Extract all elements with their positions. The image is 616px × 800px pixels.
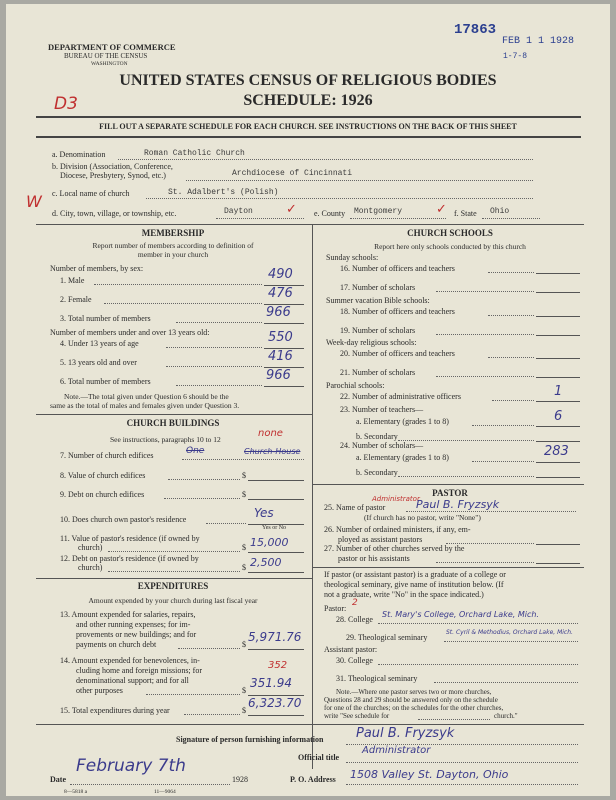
edifices-count-label: 7. Number of church edifices (60, 451, 154, 460)
expenditures-subtitle: Amount expended by your church during last fiscal year (88, 596, 258, 605)
official-title-value: Administrator (362, 745, 431, 756)
female-value: 476 (268, 286, 293, 301)
official-title-label: Official title (298, 753, 340, 762)
summer-schools-label: Summer vacation Bible schools: (326, 296, 430, 305)
department-name: DEPARTMENT OF COMMERCE (48, 42, 176, 52)
signature-label: Signature of person furnishing information (176, 735, 324, 744)
members-by-sex-label: Number of members, by sex: (50, 264, 144, 273)
margin-x-mark: W (26, 192, 42, 211)
assistant-college-label: 30. College (336, 656, 373, 665)
over-13-value: 416 (268, 349, 293, 364)
division-label-line1: b. Division (Association, Conference, (52, 162, 173, 171)
teachers-secondary-label: b. Secondary (356, 432, 398, 441)
buildings-title: CHURCH BUILDINGS (126, 418, 220, 428)
total-expenditures-value: 6,323.70 (248, 696, 302, 710)
seminary-label: 29. Theological seminary (346, 633, 428, 642)
edifices-count-note: Church-House (244, 447, 301, 456)
total-expenditures-label: 15. Total expenditures during year (60, 706, 170, 715)
pastor-name-adm-note: Administrator (372, 495, 420, 503)
under-13-value: 550 (268, 330, 293, 345)
residence-debt-label-1: 12. Debt on pastor's residence (if owned by (60, 554, 199, 563)
buildings-subtitle: See instructions, paragraphs 10 to 12 (110, 435, 221, 444)
dollar-sign: $ (242, 471, 246, 480)
running-expenses-value: 5,971.76 (248, 630, 302, 644)
division-value: Archdiocese of Cincinnati (232, 169, 353, 178)
teachers-elementary-label: a. Elementary (grades 1 to 8) (356, 417, 449, 426)
graduate-instruction-3: not a graduate, write "No" in the space indicated.) (324, 590, 484, 599)
edifices-debt-label: 9. Debt on church edifices (60, 490, 145, 499)
pastor-note-1: Note.—Where one pastor serves two or more churches, (336, 688, 492, 696)
teachers-label: 23. Number of teachers— (340, 405, 424, 414)
address-value: 1508 Valley St. Dayton, Ohio (350, 768, 509, 781)
census-form-sheet: 17863 FEB 1 1 1928 1-7-8 D3 W DEPARTMENT OF COMMERCE BUREAU OF THE CENSUS WASHINGTON UNITED STATES CENSUS OF RELIGIOUS BODIES SCHEDULE: 1926 FILL OUT A SEPARATE SCHEDULE FOR EACH CHURCH. SEE INSTRUCTIONS ON THE BACK OF THIS SHEET a. Denomination Roman Catholic Church b. Division (Association, Conference, Diocese, Presbytery, Synod, etc.) Archdiocese of Cincinnati c. Local name of church St. Adalbert's (Polish) d. City, town, village, or township, etc. Dayton ✓ e. County Montgomery ✓ f. State Ohio MEMBERSHIP Report number of members according to definition of member in your church Number of members, by sex: 1. Male 490 2. Female 476 3. Total number of members 966 Number of members under and over 13 years old: 4. Under 13 years of age 550 5. 13 years old and over 416 6. Total number of members 966 Note.—The total given under Question 6 should be the same as the total of males and females given under Question 3. CHURCH BUILDINGS See instructions, paragraphs 10 to 12 none 7. Number of church edifices One Church-House 8. Value of church edifices $ 9. Debt on church edifices $ 10. Does church own pastor's residence Yes Yes or No 11. Value of pastor's residence (if owned by church) $ 15,000 12. Debt on pastor's residence (if owned by church) $ 2,500 EXPENDITURES Amount expended by your church during last fiscal year 13. Amount expended for salaries, repairs, and other running expenses; for im- provements or new buildings; and for payments on church debt $ 5,971.76 14. Amount expended for benevolences, in- cluding home and foreign missions; for denominational support; and for all other purposes $ 352 351.94 15. Total expenditures during year $ 6,323.70 CHURCH SCHOOLS Report here only schools conducted by this church Sunday schools: 16. Number of officers and teachers 17. Number of scholars Summer vacation Bible schools: 18. Number of officers and teachers 19. Number of scholars Week-day religious schools: 20. Number of officers and teachers 21. Number of scholars Parochial schools: 22. Number of administrative officers 1 23. Number of teachers— a. Elementary (grades 1 to 8) 6 b. Secondary 24. Number of scholars— a. Elementary (grades 1 to 8) 283 b. Secondary PASTOR 25. Name of pastor Administrator Paul B. Fryzsyk (If church has no pastor, write "None") 26. Number of ordained ministers, if any, em- ployed as assistant pastors 27. Number of other churches served by the pastor or his assistants If pastor (or assistant pastor) is a graduate of a college or theological seminary, give name of institution below. (If not a graduate, write "No" in the space indicated.) Pastor: 2 28. College St. Mary's College, Orchard Lake, Mich. 29. Theological seminary St. Cyril & Methodius, Orchard Lake, Mich. Assistant pastor: 30. College 31. Theological seminary Note.—Where one pastor serves two or more churches, Questions 28 and 29 should be answered only on the schedule for one of the churches; on the schedules for the other churches, write "See schedule for church." Signature of person furnishing information Paul B. Fryzsyk Official title Administrator Date February 7th 1928 P. O. Address 1508 Valley St. Dayton, Ohio 8—5818 a 11—9064 (6, 4, 610, 796)
residence-debt-value: 2,500 (250, 556, 282, 569)
bureau-city: WASHINGTON (91, 61, 128, 67)
benevolences-red-correction: 352 (268, 660, 288, 671)
male-value: 490 (268, 267, 293, 282)
bureau-name: BUREAU OF THE CENSUS (64, 52, 148, 60)
graduate-instruction-1: If pastor (or assistant pastor) is a graduate of a college or (324, 570, 506, 579)
dollar-sign: $ (242, 563, 246, 572)
dollar-sign: $ (242, 686, 246, 695)
assistant-pastor-subheading: Assistant pastor: (324, 645, 378, 654)
weekday-officers-label: 20. Number of officers and teachers (340, 349, 455, 358)
college-label: 28. College (336, 615, 373, 624)
church-name-label: c. Local name of church (52, 189, 130, 198)
running-expenses-label-1: 13. Amount expended for salaries, repairs, (60, 610, 196, 619)
total-members-value-q6: 966 (266, 368, 291, 383)
form-code: 8—5818 a (64, 789, 88, 795)
scholars-elementary-label: a. Elementary (grades 1 to 8) (356, 453, 449, 462)
other-churches-label-2: pastor or his assistants (338, 554, 410, 563)
teachers-elementary-value: 6 (554, 409, 563, 424)
benevolences-value: 351.94 (250, 676, 292, 690)
denomination-label: a. Denomination (52, 150, 106, 159)
male-label: 1. Male (60, 276, 85, 285)
denomination-value: Roman Catholic Church (144, 149, 245, 158)
stamp-file-code: 1-7-8 (503, 52, 528, 61)
membership-title: MEMBERSHIP (141, 228, 205, 238)
check-mark-icon: ✓ (286, 202, 297, 217)
dollar-sign: $ (242, 706, 246, 715)
buildings-subtitle-handwritten: none (258, 428, 283, 439)
state-label: f. State (454, 209, 477, 218)
membership-subtitle-1: Report number of members according to definition of (92, 241, 254, 250)
pastor-note-5: church." (494, 712, 518, 720)
residence-value-label-1: 11. Value of pastor's residence (if owned by (60, 534, 200, 543)
scholars-elementary-value: 283 (544, 444, 569, 459)
schools-subtitle: Report here only schools conducted by this church (374, 242, 526, 251)
margin-code: D3 (54, 94, 78, 114)
pastor-note-3: for one of the churches; on the schedules for the other churches, (324, 704, 504, 712)
county-value: Montgomery (354, 207, 403, 216)
summer-officers-label: 18. Number of officers and teachers (340, 307, 455, 316)
pastor-title: PASTOR (432, 488, 468, 498)
residence-owned-value: Yes (254, 506, 274, 520)
pastor-name-value: Paul B. Fryzsyk (416, 498, 500, 511)
parochial-schools-label: Parochial schools: (326, 381, 385, 390)
total-members-value-q3: 966 (266, 305, 291, 320)
county-label: e. County (314, 209, 346, 218)
under-13-label: 4. Under 13 years of age (60, 339, 139, 348)
benevolences-label-4: other purposes (76, 686, 123, 695)
form-code-2: 11—9064 (154, 789, 176, 795)
seminary-value: St. Cyril & Methodius, Orchard Lake, Mich. (446, 629, 573, 636)
members-under-over-label: Number of members under and over 13 years old: (50, 328, 210, 337)
membership-note-2: same as the total of males and females given under Question 3. (50, 401, 240, 410)
over-13-label: 5. 13 years old and over (60, 358, 137, 367)
check-mark-icon: ✓ (436, 202, 447, 217)
membership-subtitle-2: member in your church (137, 250, 209, 259)
scholars-label: 24. Number of scholars— (340, 441, 424, 450)
residence-owned-label: 10. Does church own pastor's residence (60, 515, 187, 524)
stamp-number: 17863 (454, 22, 497, 38)
running-expenses-label-2: and other running expenses; for im- (76, 620, 191, 629)
assistant-ministers-label-2: ployed as assistant pastors (338, 535, 423, 544)
dollar-sign: $ (242, 640, 246, 649)
residence-value-label-2: church) (78, 543, 103, 552)
dollar-sign: $ (242, 490, 246, 499)
date-value: February 7th (76, 756, 186, 776)
date-label: Date (50, 775, 66, 784)
total-members-label-q3: 3. Total number of members (60, 314, 151, 323)
pastor-note-2: Questions 28 and 29 should be answered only on the schedule (324, 696, 498, 704)
graduate-instruction-2: theological seminary, give name of institution below. (If (324, 580, 504, 589)
yes-no-caption: Yes or No (262, 525, 287, 531)
benevolences-label-3: denominational support; and for all (76, 676, 189, 685)
city-label: d. City, town, village, or township, etc. (52, 209, 177, 218)
scholars-secondary-label: b. Secondary (356, 468, 398, 477)
address-label: P. O. Address (290, 775, 336, 784)
pastor-note-4: write "See schedule for (324, 712, 390, 720)
residence-debt-label-2: church) (78, 563, 103, 572)
assistant-seminary-label: 31. Theological seminary (336, 674, 418, 683)
stamp-received-date: FEB 1 1 1928 (502, 36, 575, 47)
edifices-value-label: 8. Value of church edifices (60, 471, 146, 480)
benevolences-label-1: 14. Amount expended for benevolences, in- (60, 656, 200, 665)
date-year: 1928 (232, 775, 248, 784)
other-churches-label-1: 27. Number of other churches served by the (324, 544, 465, 553)
residence-value-value: 15,000 (250, 536, 289, 549)
signature-value: Paul B. Fryzsyk (356, 726, 455, 741)
schedule-title: SCHEDULE: 1926 (243, 92, 373, 109)
running-expenses-label-3: provements or new buildings; and for (76, 630, 197, 639)
state-value: Ohio (490, 207, 510, 216)
sunday-scholars-label: 17. Number of scholars (340, 283, 416, 292)
total-members-label-q6: 6. Total number of members (60, 377, 151, 386)
division-label-line2: Diocese, Presbytery, Synod, etc.) (60, 171, 166, 180)
summer-scholars-label: 19. Number of scholars (340, 326, 416, 335)
pastor-name-label: 25. Name of pastor (324, 503, 386, 512)
city-value: Dayton (224, 207, 253, 216)
running-expenses-label-4: payments on church debt (76, 640, 157, 649)
church-name-value: St. Adalbert's (Polish) (168, 188, 279, 197)
form-title: UNITED STATES CENSUS OF RELIGIOUS BODIES (119, 72, 497, 89)
admin-officers-label: 22. Number of administrative officers (340, 392, 461, 401)
dollar-sign: $ (242, 543, 246, 552)
female-label: 2. Female (60, 295, 92, 304)
sunday-schools-label: Sunday schools: (326, 253, 379, 262)
weekday-schools-label: Week-day religious schools: (326, 338, 417, 347)
college-value: St. Mary's College, Orchard Lake, Mich. (382, 610, 539, 619)
membership-note-1: Note.—The total given under Question 6 should be the (64, 392, 229, 401)
pastor-subheading: Pastor: (324, 604, 347, 613)
edifices-count-value: One (186, 446, 205, 456)
assistant-ministers-label-1: 26. Number of ordained ministers, if any, em- (324, 525, 471, 534)
benevolences-label-2: cluding home and foreign missions; for (76, 666, 202, 675)
admin-officers-value: 1 (554, 384, 563, 399)
sunday-officers-label: 16. Number of officers and teachers (340, 264, 455, 273)
form-instruction: FILL OUT A SEPARATE SCHEDULE FOR EACH CHURCH. SEE INSTRUCTIONS ON THE BACK OF THIS SHEET (99, 122, 517, 131)
pastor-name-note: (If church has no pastor, write "None") (364, 513, 481, 522)
expenditures-title: EXPENDITURES (137, 581, 209, 591)
schools-title: CHURCH SCHOOLS (407, 228, 493, 238)
weekday-scholars-label: 21. Number of scholars (340, 368, 416, 377)
